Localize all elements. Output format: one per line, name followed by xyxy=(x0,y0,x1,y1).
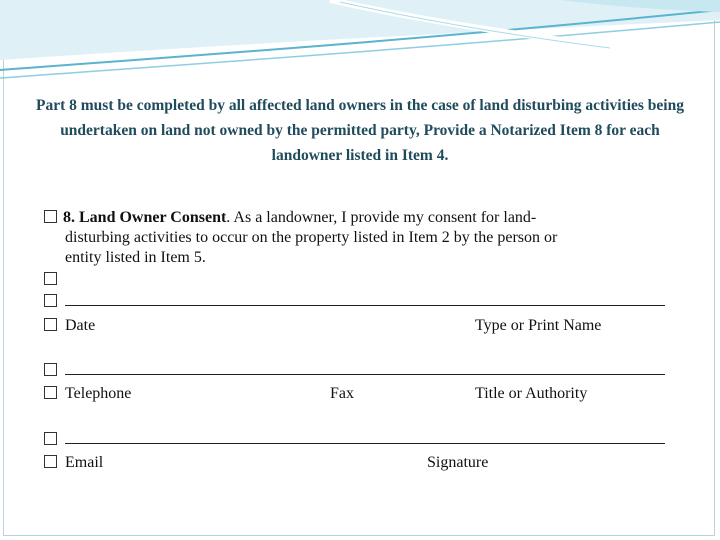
bullet-icon xyxy=(44,294,57,307)
consent-text-line3: entity listed in Item 5. xyxy=(65,249,206,266)
bullet-icon xyxy=(44,210,57,223)
email-label: Email xyxy=(65,454,104,471)
bullet-icon xyxy=(44,455,57,468)
phone-fax-title-line[interactable] xyxy=(65,373,665,375)
date-name-signature-line[interactable] xyxy=(65,304,665,306)
email-line-row xyxy=(44,430,674,450)
blank-row xyxy=(44,270,674,290)
fax-label: Fax xyxy=(330,385,354,402)
date-name-line-row xyxy=(44,292,674,312)
bullet-icon xyxy=(44,318,57,331)
title-authority-label: Title or Authority xyxy=(475,385,588,402)
date-label: Date xyxy=(65,317,96,334)
consent-heading: 8. Land Owner Consent xyxy=(63,209,227,226)
bullet-icon xyxy=(44,363,57,376)
bullet-icon xyxy=(44,272,57,285)
phone-label-row xyxy=(44,384,674,404)
bullet-icon xyxy=(44,386,57,399)
date-name-label-row xyxy=(44,316,674,336)
email-signature-line[interactable] xyxy=(65,442,665,444)
bullet-icon xyxy=(44,432,57,445)
consent-paragraph xyxy=(44,208,644,268)
consent-text-line2: disturbing activities to occur on the property listed in Item 2 by the person or xyxy=(65,229,558,246)
phone-line-row xyxy=(44,361,674,381)
print-name-label: Type or Print Name xyxy=(475,317,602,334)
email-label-row xyxy=(44,453,674,473)
header-swoosh-decoration xyxy=(0,0,720,90)
telephone-label: Telephone xyxy=(65,385,132,402)
intro-instructions: Part 8 must be completed by all affected land owners in the case of land disturbing activities being undertaken on land not owned by the permitted party, Provide a Notarized Item 8 for each landowner listed in Item 4. xyxy=(36,97,684,164)
consent-text-line1: . As a landowner, I provide my consent for land- xyxy=(226,209,537,226)
signature-label: Signature xyxy=(427,454,489,471)
